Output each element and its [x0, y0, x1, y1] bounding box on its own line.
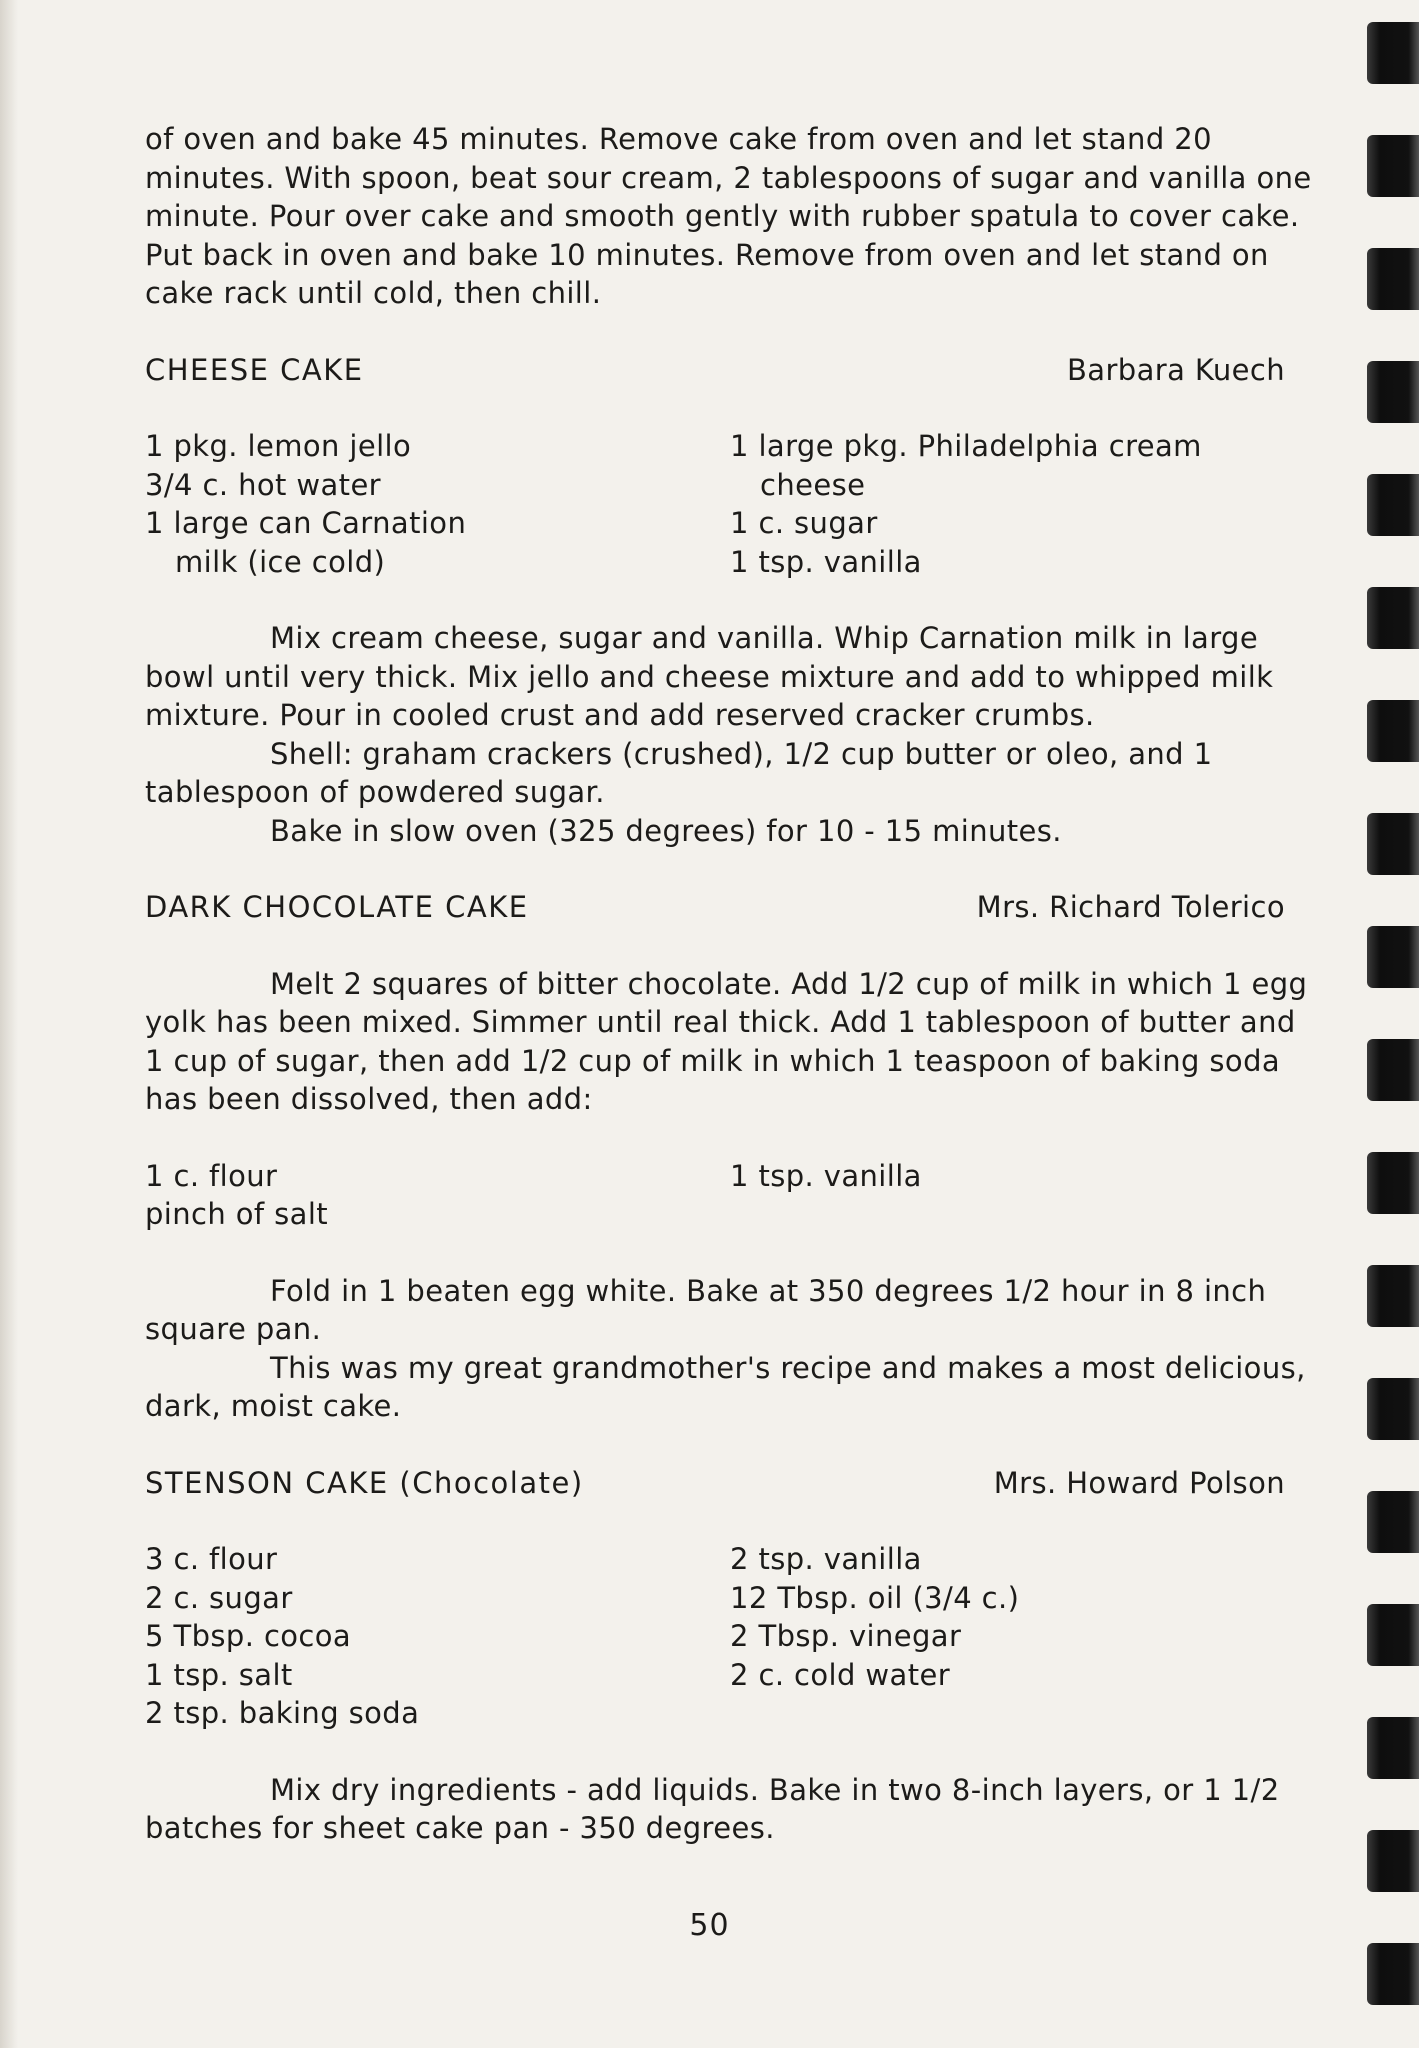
ingredient-item: pinch of salt [145, 1197, 329, 1231]
ingredient-item: 3/4 c. hot water [145, 467, 382, 502]
spacer [145, 1234, 1315, 1272]
page-content [145, 120, 1315, 1848]
binding-ring [1367, 135, 1419, 197]
binding-ring [1367, 361, 1419, 423]
recipe-author: Mrs. Richard Tolerico [976, 890, 1285, 924]
binding-ring [1367, 1604, 1419, 1666]
recipe-direction: Melt 2 squares of bitter chocolate. Add 1/2 cup of milk in which 1 egg yolk has been mixed. Simmer until real thick. Add 1 tablespoon of butter and 1 cup of sugar, then add 1/2 cup of milk in which 1 teaspoon of baking soda has been dissolved, then add: [145, 966, 1308, 1116]
ingredient-item: 2 tsp. baking soda [145, 1696, 420, 1730]
recipe-header [145, 1464, 1315, 1503]
binding-ring [1367, 248, 1419, 310]
ingredient-item: 2 c. cold water [730, 1657, 951, 1692]
intro-paragraph: of oven and bake 45 minutes. Remove cake from oven and let stand 20 minutes. With spoon, beat sour cream, 2 tablespoons of sugar and vanilla one minute. Pour over cake and smooth gently with rubber spatula to cover cake. Put back in oven and bake 10 minutes. Remove from oven and let stand on cake rack until cold, then chill. [145, 122, 1312, 310]
binding-ring [1367, 1265, 1419, 1327]
ingredient-item: 1 c. flour [145, 1158, 278, 1193]
ingredient-column-right [730, 1540, 1315, 1733]
ingredient-item: 1 large can Carnation [145, 506, 467, 540]
binding-ring [1367, 700, 1419, 762]
spacer [145, 1426, 1315, 1464]
binding-ring [1367, 1943, 1419, 2005]
ingredient-item: 3 c. flour [145, 1542, 278, 1576]
recipe-direction: This was my great grandmother's recipe and makes a most delicious, dark, moist cake. [145, 1350, 1306, 1423]
binding-ring [1367, 1039, 1419, 1101]
ingredient-item: 2 tsp. vanilla [730, 1542, 922, 1576]
spacer [145, 313, 1315, 351]
spacer [145, 927, 1315, 965]
binding-ring [1367, 813, 1419, 875]
ingredient-item: 1 tsp. salt [145, 1657, 293, 1692]
ingredient-columns [145, 1157, 1315, 1234]
binding-ring [1367, 1152, 1419, 1214]
spacer [145, 1119, 1315, 1157]
ingredient-item: 1 large pkg. Philadelphia cream [730, 429, 1202, 463]
recipe-header [145, 888, 1315, 927]
ingredient-columns [145, 1540, 1315, 1733]
ingredient-item: 2 Tbsp. vinegar [730, 1619, 962, 1653]
binding-ring [1367, 587, 1419, 649]
ingredient-column-left [145, 427, 730, 581]
recipe-title: STENSON CAKE (Chocolate) [145, 1465, 584, 1500]
ingredient-column-left [145, 1540, 730, 1733]
recipe-direction: Bake in slow oven (325 degrees) for 10 - 15 minutes. [270, 813, 1062, 848]
spacer [145, 850, 1315, 888]
page-edge-shadow [0, 0, 18, 2048]
binding-ring [1367, 22, 1419, 84]
ingredient-item: milk (ice cold) [175, 544, 386, 579]
ingredient-item: 5 Tbsp. cocoa [145, 1619, 352, 1653]
ingredient-column-right [730, 427, 1315, 581]
ingredient-column-right [730, 1157, 1315, 1234]
binding-ring [1367, 1491, 1419, 1553]
ingredient-item: 12 Tbsp. oil (3/4 c.) [730, 1580, 1020, 1615]
binding-ring [1367, 1830, 1419, 1892]
recipe-header [145, 351, 1315, 390]
ingredient-item: 1 pkg. lemon jello [145, 429, 412, 463]
binding-ring [1367, 1717, 1419, 1779]
recipe-direction: Mix cream cheese, sugar and vanilla. Whip Carnation milk in large bowl until very thick. Mix jello and cheese mixture and add to whipped milk mixture. Pour in cooled crust and add reserved cracker crumbs. [145, 621, 1274, 732]
page-number: 50 [689, 1908, 730, 1943]
ingredient-item: 1 tsp. vanilla [730, 1158, 922, 1193]
ingredient-item: cheese [760, 467, 866, 502]
spacer [145, 389, 1315, 427]
spacer [145, 581, 1315, 619]
recipe-author: Mrs. Howard Polson [993, 1465, 1285, 1500]
ingredient-item: 2 c. sugar [145, 1580, 293, 1615]
binding-ring [1367, 926, 1419, 988]
recipe-author: Barbara Kuech [1067, 352, 1285, 387]
ingredient-item: 1 c. sugar [730, 506, 878, 540]
spiral-binding [1349, 0, 1419, 2048]
recipe-list [145, 313, 1315, 1848]
spacer [145, 1733, 1315, 1771]
binding-ring [1367, 474, 1419, 536]
recipe-title: DARK CHOCOLATE CAKE [145, 890, 529, 924]
spacer [145, 1502, 1315, 1540]
recipe-direction: Mix dry ingredients - add liquids. Bake in two 8-inch layers, or 1 1/2 batches for sheet cake pan - 350 degrees. [145, 1772, 1280, 1845]
ingredient-column-left [145, 1157, 730, 1234]
recipe-title: CHEESE CAKE [145, 352, 364, 387]
recipe-direction: Fold in 1 beaten egg white. Bake at 350 degrees 1/2 hour in 8 inch square pan. [145, 1273, 1267, 1346]
ingredient-item: 1 tsp. vanilla [730, 544, 922, 579]
recipe-direction: Shell: graham crackers (crushed), 1/2 cup butter or oleo, and 1 tablespoon of powdered sugar. [145, 736, 1213, 809]
ingredient-columns [145, 427, 1315, 581]
binding-ring [1367, 1378, 1419, 1440]
